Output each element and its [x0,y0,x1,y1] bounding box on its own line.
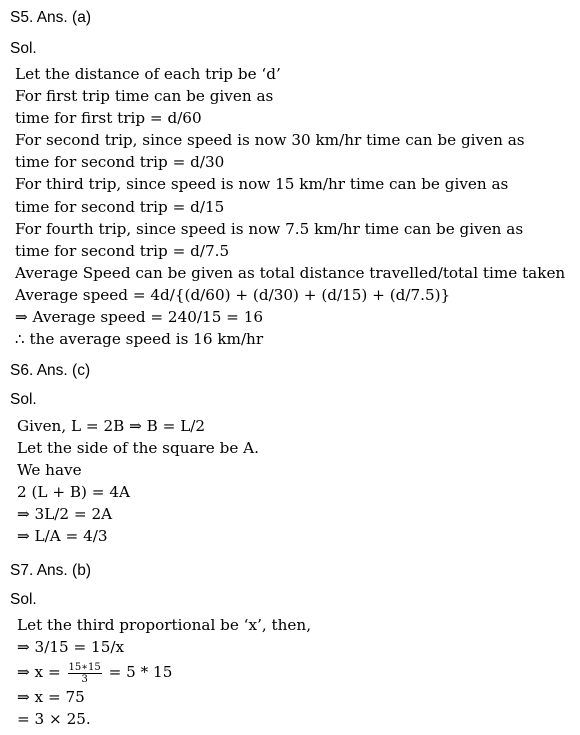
s6-line: ⇒ L/A = 4/3 [17,527,108,546]
s5-solution [15,63,565,350]
fraction-suffix: = 5 * 15 [103,663,173,682]
s6-sol-label: Sol. [10,391,37,408]
s7-fraction-line [17,658,311,686]
s6-heading: S6. Ans. (c) [10,362,91,379]
s5-line: Let the distance of each trip be ‘d’ [15,65,281,83]
s5-heading: S5. Ans. (a) [10,9,91,26]
s5-line: For first trip time can be given as [15,87,274,106]
s5-line: For second trip, since speed is now 30 km/hr time can be given as [15,131,525,150]
s5-line: ⇒ Average speed = 240/15 = 16 [15,308,264,327]
s5-line: time for first trip = d/60 [15,109,202,128]
s7-line: ⇒ x = 75 [17,688,85,707]
s5-line: time for second trip = d/7.5 [15,241,230,260]
s7-sol-label: Sol. [10,591,37,608]
fraction [68,662,102,685]
s7-heading: S7. Ans. (b) [10,562,91,579]
fraction-denominator: 3 [81,673,88,685]
s6-line: Given, L = 2B ⇒ B = L/2 [17,417,206,435]
s6-line: ⇒ 3L/2 = 2A [17,505,113,524]
fraction-prefix: ⇒ x = [17,663,66,682]
s7-line: Let the third proportional be ‘x’, then, [17,616,312,634]
s5-line: Average speed = 4d/{(d/60) + (d/30) + (d/15) + (d/7.5)} [15,285,451,304]
s5-line: ∴ the average speed is 16 km/hr [15,330,264,349]
s5-line: Average Speed can be given as total distance travelled/total time taken [15,263,566,282]
s5-sol-label: Sol. [10,40,37,57]
s7-line: = 3 × 25. [17,710,91,729]
s6-line: 2 (L + B) = 4A [17,483,130,502]
s6-line: We have [17,461,82,480]
s5-line: For fourth trip, since speed is now 7.5 km/hr time can be given as [15,219,524,238]
s7-line: ⇒ 3/15 = 15/x [17,638,125,657]
s5-line: time for second trip = d/30 [15,153,225,172]
s7-solution [17,614,311,730]
s5-line: time for second trip = d/15 [15,197,225,216]
s6-line: Let the side of the square be A. [17,439,259,458]
fraction-numerator: 15∗15 [68,661,101,673]
s6-solution [17,415,259,548]
s5-line: For third trip, since speed is now 15 km/hr time can be given as [15,175,509,194]
